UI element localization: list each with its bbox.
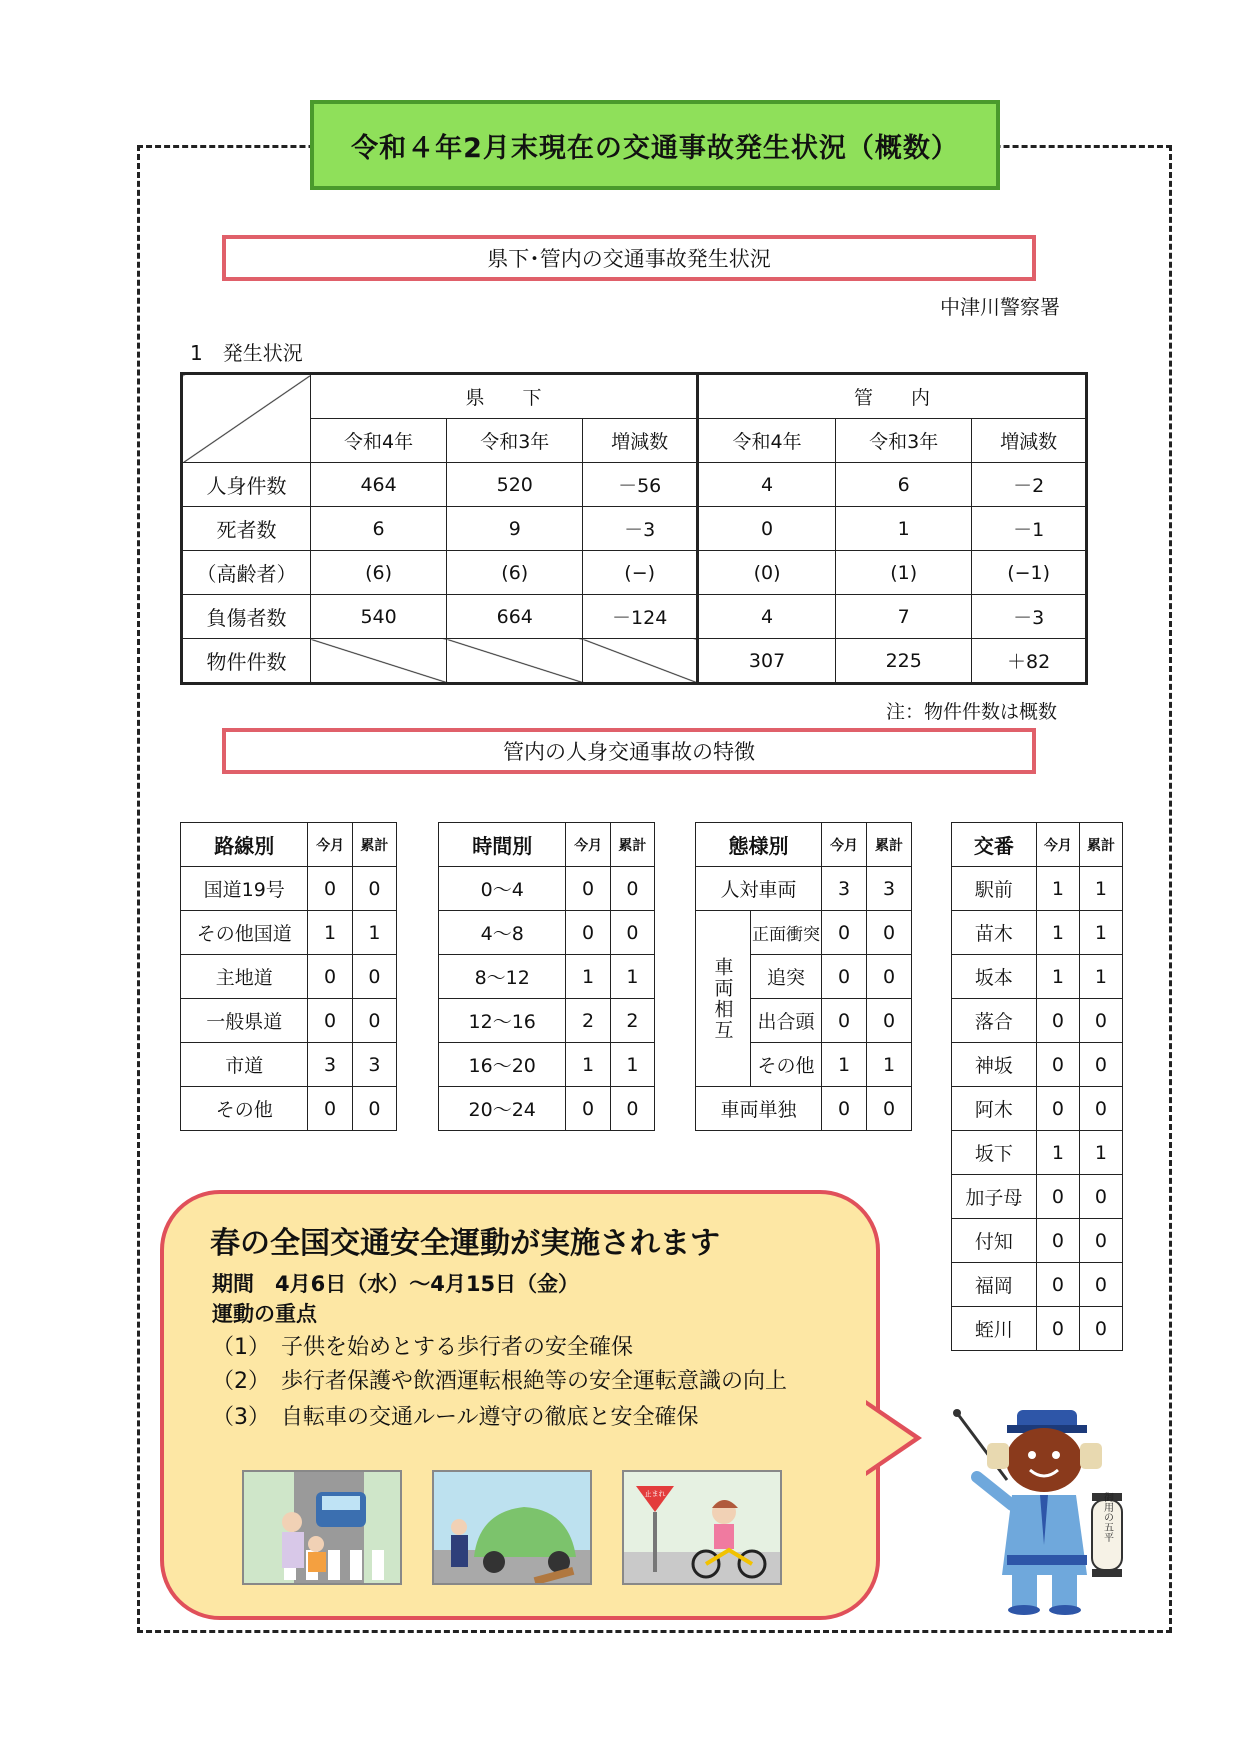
table-cell: 1 bbox=[1036, 911, 1079, 955]
row-label: 一般県道 bbox=[181, 999, 308, 1043]
table-cell: 3 bbox=[308, 1043, 352, 1087]
row-label: 加子母 bbox=[952, 1175, 1037, 1219]
table-cell: 1 bbox=[308, 911, 352, 955]
row-label: その他 bbox=[181, 1087, 308, 1131]
row-label: 付知 bbox=[952, 1219, 1037, 1263]
table-cell: (6) bbox=[311, 551, 447, 595]
table-cell: 4 bbox=[698, 595, 836, 639]
corner-cell bbox=[182, 374, 311, 463]
table-cell: 540 bbox=[311, 595, 447, 639]
pedestrian-crossing-illustration bbox=[242, 1470, 402, 1585]
table-row bbox=[952, 1263, 1123, 1307]
table-row bbox=[952, 867, 1123, 911]
table-cell: 1 bbox=[610, 955, 654, 999]
table-row bbox=[182, 507, 1087, 551]
table-cell: 0 bbox=[610, 1087, 654, 1131]
row-label: 20～24 bbox=[439, 1087, 566, 1131]
table-cell: (6) bbox=[447, 551, 583, 595]
table-cell: 0 bbox=[308, 867, 352, 911]
row-label: 苗木 bbox=[952, 911, 1037, 955]
table-row bbox=[182, 639, 1087, 684]
campaign-item: （2） 歩行者保護や飲酒運転根絶等の安全運転意識の向上 bbox=[212, 1369, 787, 1394]
table-cell: 0 bbox=[308, 955, 352, 999]
table-cell: 1 bbox=[1079, 911, 1122, 955]
crossed-cell bbox=[311, 639, 447, 684]
table-cell: 1 bbox=[1079, 1131, 1122, 1175]
campaign-focus-heading: 運動の重点 bbox=[212, 1302, 317, 1326]
table-cell: 664 bbox=[447, 595, 583, 639]
group-header-prefecture: 県 下 bbox=[311, 374, 698, 419]
table-cell: －124 bbox=[583, 595, 698, 639]
table-cell: 0 bbox=[352, 1087, 396, 1131]
time-header: 時間別 bbox=[439, 823, 566, 867]
table-cell: 520 bbox=[447, 463, 583, 507]
table-cell: 1 bbox=[1079, 867, 1122, 911]
row-label: 阿木 bbox=[952, 1087, 1037, 1131]
table-note: 注：物件件数は概数 bbox=[886, 701, 1058, 723]
row-label: 人身件数 bbox=[182, 463, 311, 507]
table-row bbox=[439, 867, 655, 911]
table-row bbox=[696, 1087, 912, 1131]
row-label: 市道 bbox=[181, 1043, 308, 1087]
table-cell: 1 bbox=[867, 1043, 912, 1087]
table-cell: 1 bbox=[1036, 867, 1079, 911]
page-title: 令和４年2月末現在の交通事故発生状況（概数） bbox=[310, 100, 1000, 190]
table-row bbox=[181, 955, 397, 999]
section-banner-features: 管内の人身交通事故の特徴 bbox=[222, 728, 1036, 774]
police-mascot-illustration bbox=[952, 1405, 1132, 1615]
table-row bbox=[182, 595, 1087, 639]
row-label: 駅前 bbox=[952, 867, 1037, 911]
row-label: 蛭川 bbox=[952, 1307, 1037, 1351]
row-label: 負傷者数 bbox=[182, 595, 311, 639]
route-header: 路線別 bbox=[181, 823, 308, 867]
table-cell: 0 bbox=[1036, 1219, 1079, 1263]
table-cell: 0 bbox=[566, 1087, 610, 1131]
table-row bbox=[182, 463, 1087, 507]
col-header: 令和4年 bbox=[698, 419, 836, 463]
table-cell: －3 bbox=[972, 595, 1087, 639]
table-row bbox=[952, 1219, 1123, 1263]
table-row bbox=[952, 999, 1123, 1043]
col-cumulative: 累計 bbox=[352, 823, 396, 867]
row-label: （高齢者） bbox=[182, 551, 311, 595]
table-cell: 0 bbox=[1079, 1087, 1122, 1131]
table-cell: 464 bbox=[311, 463, 447, 507]
group-header-jurisdiction: 管 内 bbox=[698, 374, 1087, 419]
campaign-period: 期間 4月6日（水）～4月15日（金） bbox=[212, 1272, 580, 1296]
table-cell: 0 bbox=[1079, 1175, 1122, 1219]
col-this-month: 今月 bbox=[566, 823, 610, 867]
table-row bbox=[439, 999, 655, 1043]
col-this-month: 今月 bbox=[822, 823, 867, 867]
time-table bbox=[438, 822, 655, 1131]
table-cell: 0 bbox=[1079, 1307, 1122, 1351]
row-label: 物件件数 bbox=[182, 639, 311, 684]
row-label: 神坂 bbox=[952, 1043, 1037, 1087]
table-cell: 0 bbox=[822, 999, 867, 1043]
table-cell: 0 bbox=[610, 867, 654, 911]
table-row bbox=[952, 955, 1123, 999]
table-cell: 1 bbox=[836, 507, 972, 551]
table-cell: 0 bbox=[308, 1087, 352, 1131]
stop-sign-text: 止まれ bbox=[644, 1490, 666, 1498]
col-header: 増減数 bbox=[583, 419, 698, 463]
row-label: 国道19号 bbox=[181, 867, 308, 911]
table-row bbox=[952, 911, 1123, 955]
row-label: その他国道 bbox=[181, 911, 308, 955]
table-cell: 3 bbox=[822, 867, 867, 911]
table-row bbox=[952, 1175, 1123, 1219]
table-cell: 2 bbox=[610, 999, 654, 1043]
table-cell: 4 bbox=[698, 463, 836, 507]
table-cell: 1 bbox=[1079, 955, 1122, 999]
table-cell: 6 bbox=[311, 507, 447, 551]
col-cumulative: 累計 bbox=[1079, 823, 1122, 867]
table-cell: (0) bbox=[698, 551, 836, 595]
table-row bbox=[439, 1043, 655, 1087]
row-label: 落合 bbox=[952, 999, 1037, 1043]
row-label: 車両単独 bbox=[696, 1087, 822, 1131]
table-row bbox=[952, 1043, 1123, 1087]
table-cell: 0 bbox=[867, 911, 912, 955]
row-label: 主地道 bbox=[181, 955, 308, 999]
col-header: 令和3年 bbox=[447, 419, 583, 463]
row-label: 0～4 bbox=[439, 867, 566, 911]
row-label: 坂下 bbox=[952, 1131, 1037, 1175]
table-cell: 0 bbox=[1036, 1263, 1079, 1307]
table-row bbox=[439, 911, 655, 955]
row-label: 追突 bbox=[751, 955, 822, 999]
section-banner-status: 県下･管内の交通事故発生状況 bbox=[222, 235, 1036, 281]
table-row bbox=[181, 911, 397, 955]
table-cell: 1 bbox=[352, 911, 396, 955]
table-cell: 2 bbox=[566, 999, 610, 1043]
table-row bbox=[181, 867, 397, 911]
table-cell: (−) bbox=[583, 551, 698, 595]
row-label: 人対車両 bbox=[696, 867, 822, 911]
table-cell: 0 bbox=[308, 999, 352, 1043]
table-cell: 7 bbox=[836, 595, 972, 639]
col-cumulative: 累計 bbox=[610, 823, 654, 867]
table-cell: 0 bbox=[822, 955, 867, 999]
crossed-cell bbox=[447, 639, 583, 684]
table-row bbox=[439, 1087, 655, 1131]
campaign-item: （1） 子供を始めとする歩行者の安全確保 bbox=[212, 1335, 633, 1360]
table-cell: 3 bbox=[867, 867, 912, 911]
table-cell: 0 bbox=[822, 911, 867, 955]
col-header: 令和4年 bbox=[311, 419, 447, 463]
table-cell: 0 bbox=[867, 1087, 912, 1131]
table-cell: 0 bbox=[1079, 999, 1122, 1043]
koban-header: 交番 bbox=[952, 823, 1037, 867]
table-cell: 9 bbox=[447, 507, 583, 551]
section-label: 1 発生状況 bbox=[190, 341, 303, 365]
table-row bbox=[952, 1131, 1123, 1175]
drunk-driving-illustration bbox=[432, 1470, 592, 1585]
table-cell: 0 bbox=[352, 999, 396, 1043]
table-cell: 0 bbox=[1036, 1043, 1079, 1087]
row-label: 正面衝突 bbox=[751, 911, 822, 955]
table-cell: 0 bbox=[610, 911, 654, 955]
row-label: 4～8 bbox=[439, 911, 566, 955]
station-name: 中津川警察署 bbox=[940, 295, 1060, 319]
table-cell: 0 bbox=[1079, 1043, 1122, 1087]
table-row bbox=[952, 1087, 1123, 1131]
table-cell: －3 bbox=[583, 507, 698, 551]
crossed-cell bbox=[583, 639, 698, 684]
col-this-month: 今月 bbox=[308, 823, 352, 867]
group-label-vehicle-mutual: 車両相互 bbox=[696, 911, 751, 1087]
table-cell: 225 bbox=[836, 639, 972, 684]
campaign-item: （3） 自転車の交通ルール遵守の徹底と安全確保 bbox=[212, 1405, 699, 1430]
table-cell: －2 bbox=[972, 463, 1087, 507]
table-row bbox=[182, 551, 1087, 595]
table-cell: －1 bbox=[972, 507, 1087, 551]
table-cell: 1 bbox=[566, 1043, 610, 1087]
row-label: 出合頭 bbox=[751, 999, 822, 1043]
table-cell: 0 bbox=[1036, 1175, 1079, 1219]
table-cell: 1 bbox=[566, 955, 610, 999]
row-label: 16～20 bbox=[439, 1043, 566, 1087]
table-cell: 0 bbox=[867, 955, 912, 999]
col-cumulative: 累計 bbox=[867, 823, 912, 867]
row-label: 死者数 bbox=[182, 507, 311, 551]
table-row bbox=[181, 999, 397, 1043]
table-row bbox=[696, 867, 912, 911]
table-cell: 0 bbox=[1036, 999, 1079, 1043]
lantern-text: 御用の五平 bbox=[1101, 1492, 1113, 1542]
table-cell: 6 bbox=[836, 463, 972, 507]
table-cell: (−1) bbox=[972, 551, 1087, 595]
row-label: 8～12 bbox=[439, 955, 566, 999]
table-cell: 0 bbox=[352, 955, 396, 999]
occurrence-table bbox=[180, 372, 1088, 685]
table-cell: ＋82 bbox=[972, 639, 1087, 684]
table-cell: 0 bbox=[352, 867, 396, 911]
campaign-title: 春の全国交通安全運動が実施されます bbox=[210, 1226, 720, 1261]
table-cell: 0 bbox=[822, 1087, 867, 1131]
table-cell: 1 bbox=[610, 1043, 654, 1087]
table-cell: 0 bbox=[867, 999, 912, 1043]
col-header: 増減数 bbox=[972, 419, 1087, 463]
type-header: 態様別 bbox=[696, 823, 822, 867]
row-label: 坂本 bbox=[952, 955, 1037, 999]
table-row bbox=[181, 1043, 397, 1087]
table-row bbox=[696, 911, 912, 955]
row-label: 12～16 bbox=[439, 999, 566, 1043]
route-table bbox=[180, 822, 397, 1131]
table-cell: 0 bbox=[566, 911, 610, 955]
row-label: その他 bbox=[751, 1043, 822, 1087]
table-row bbox=[439, 955, 655, 999]
table-cell: 0 bbox=[698, 507, 836, 551]
table-cell: (1) bbox=[836, 551, 972, 595]
table-cell: 1 bbox=[822, 1043, 867, 1087]
table-cell: 0 bbox=[566, 867, 610, 911]
table-row bbox=[952, 1307, 1123, 1351]
table-cell: 307 bbox=[698, 639, 836, 684]
type-table bbox=[695, 822, 912, 1131]
bicycle-illustration bbox=[622, 1470, 782, 1585]
table-cell: 3 bbox=[352, 1043, 396, 1087]
table-cell: 0 bbox=[1036, 1307, 1079, 1351]
table-cell: 0 bbox=[1079, 1263, 1122, 1307]
table-cell: 0 bbox=[1036, 1087, 1079, 1131]
col-header: 令和3年 bbox=[836, 419, 972, 463]
table-cell: 1 bbox=[1036, 955, 1079, 999]
col-this-month: 今月 bbox=[1036, 823, 1079, 867]
table-cell: 0 bbox=[1079, 1219, 1122, 1263]
row-label: 福岡 bbox=[952, 1263, 1037, 1307]
koban-table bbox=[951, 822, 1123, 1351]
table-cell: 1 bbox=[1036, 1131, 1079, 1175]
table-cell: －56 bbox=[583, 463, 698, 507]
table-row bbox=[181, 1087, 397, 1131]
